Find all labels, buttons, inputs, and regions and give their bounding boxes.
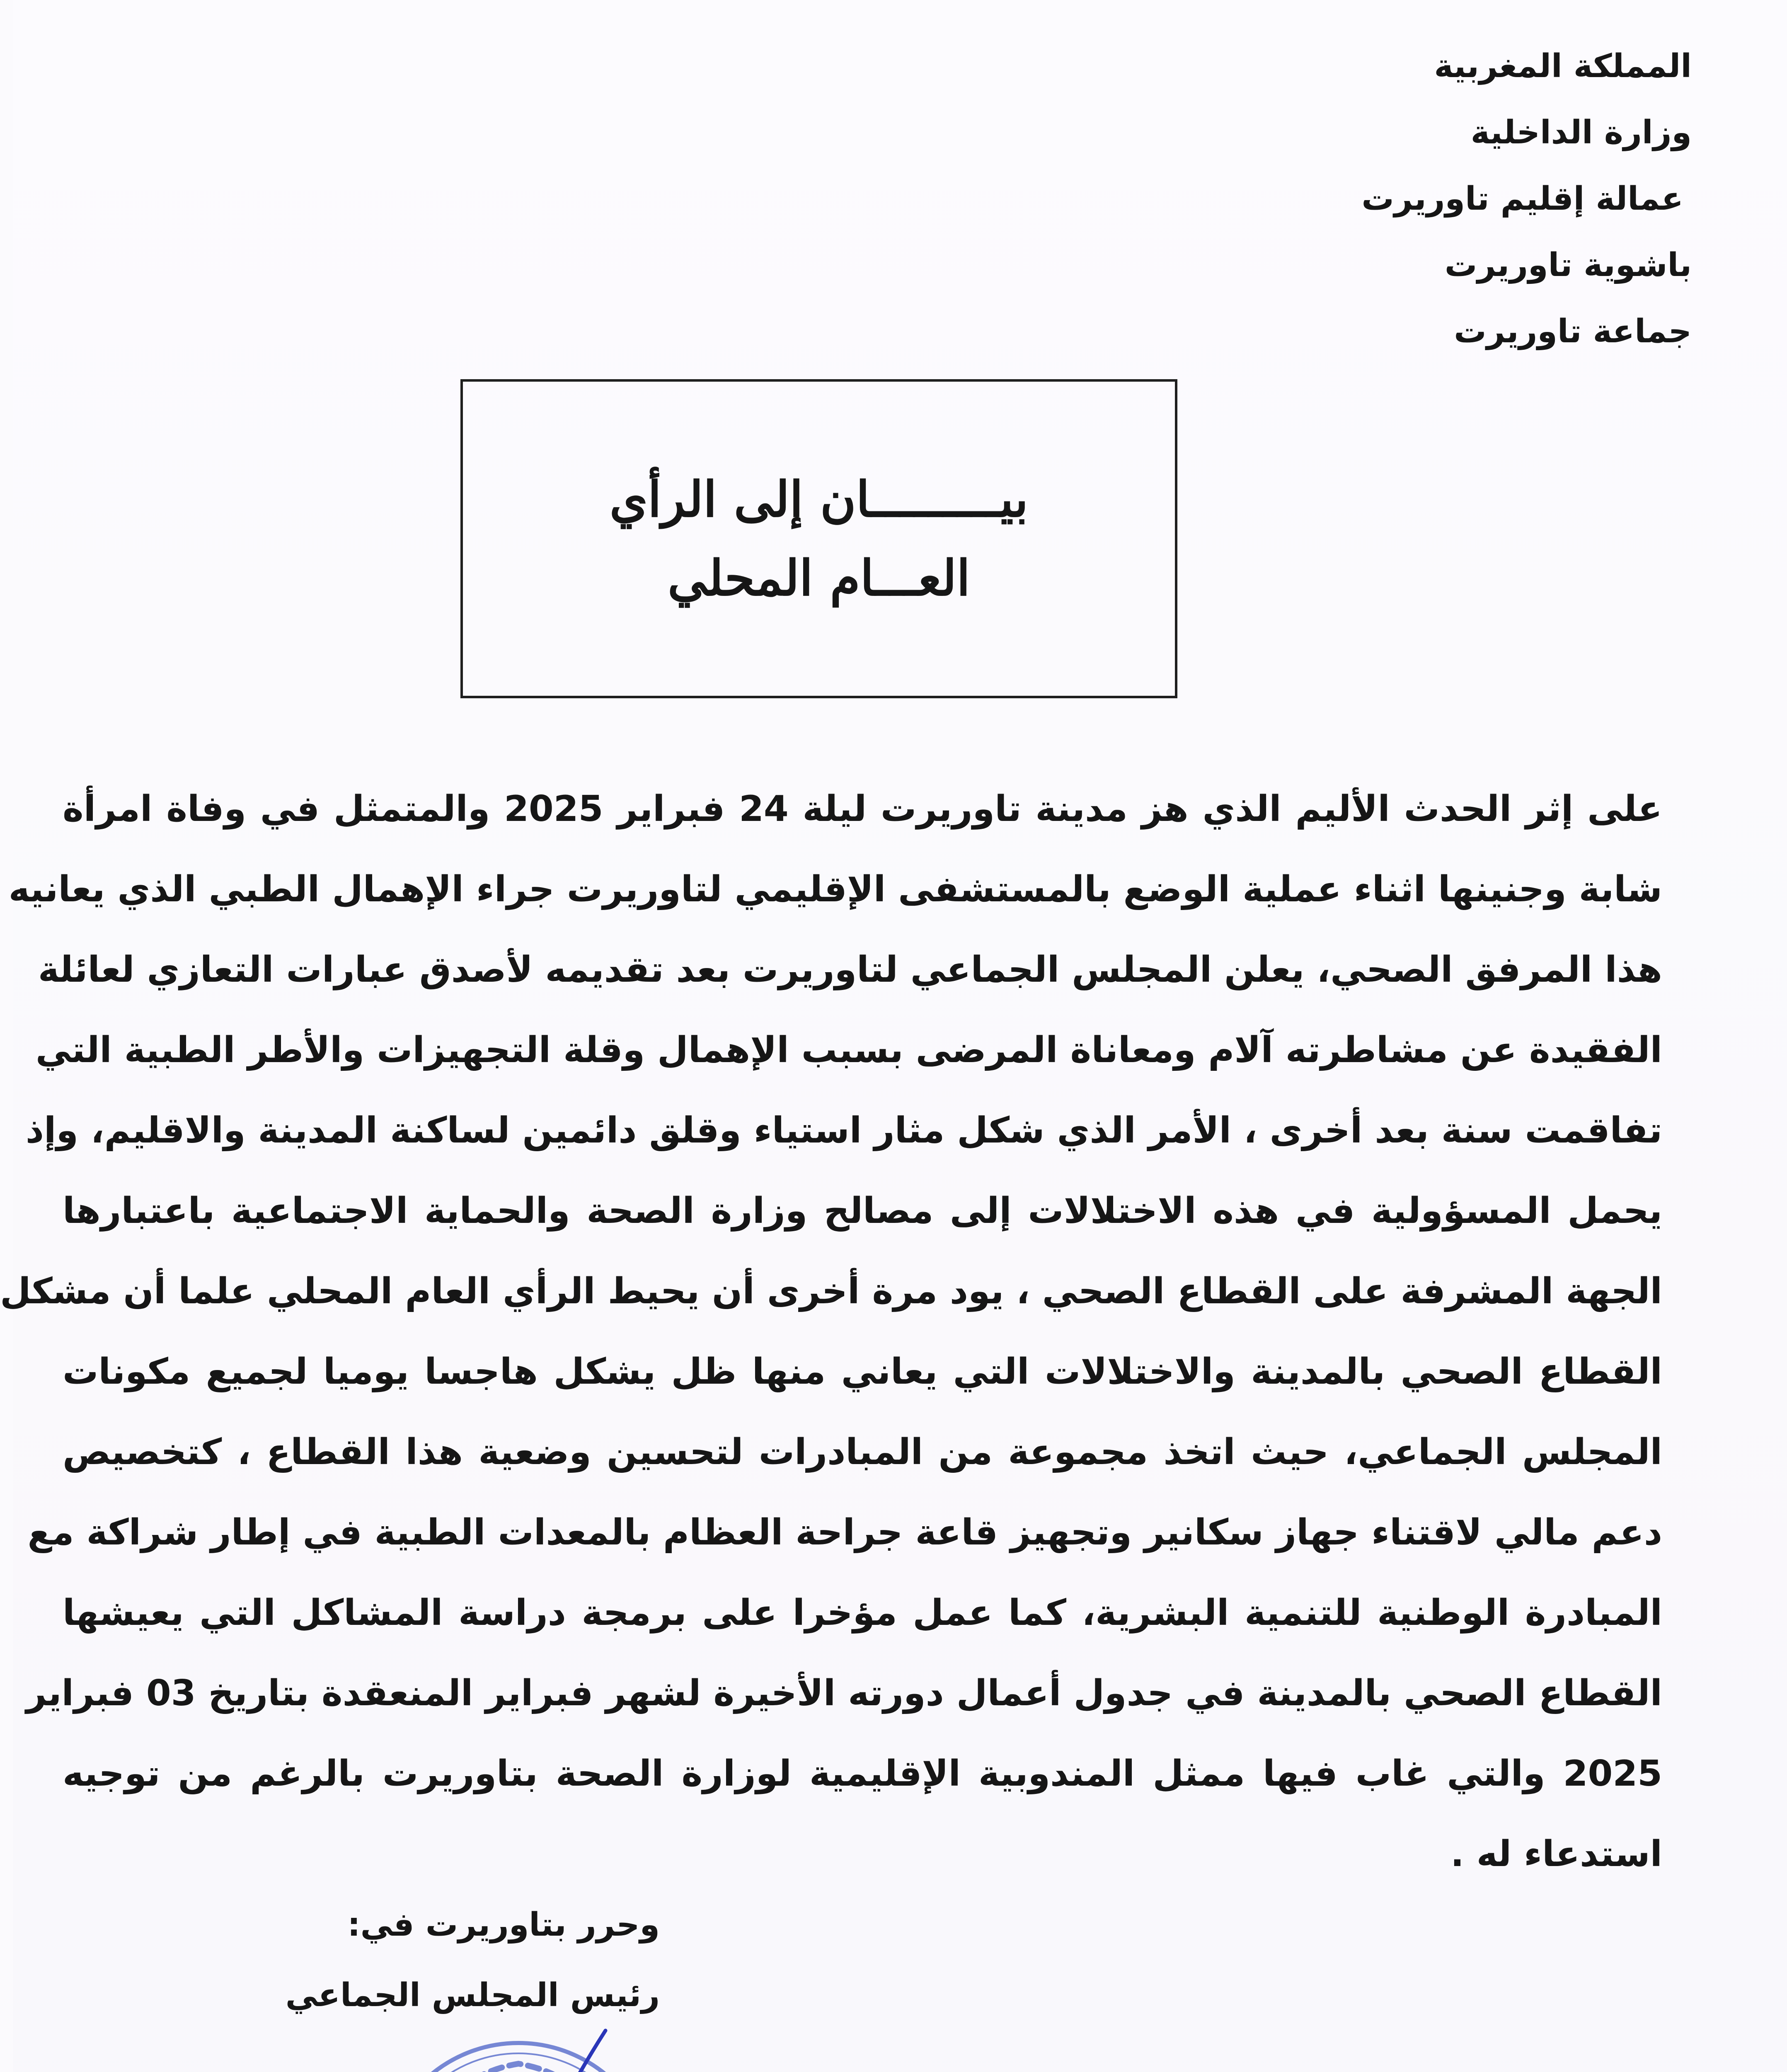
letterhead-line-commune: جماعة تاوريرت — [1454, 313, 1692, 350]
body-line: المبادرة الوطنية للتنمية البشرية، كما عمل مؤخرا على برمجة دراسة المشاكل التي يعيشها — [63, 1592, 1662, 1634]
letterhead-line-prefecture: عمالة إقليم تاوريرت — [1361, 180, 1683, 218]
body-line: القطاع الصحي بالمدينة والاختلالات التي يعاني منها ظل يشكل هاجسا يوميا لجميع مكونات — [63, 1351, 1662, 1392]
closing-block — [286, 1890, 660, 2031]
body-line: 2025 والتي غاب فيها ممثل المندوبية الإقليمية لوزارة الصحة بتاوريرت بالرغم من توجيه — [63, 1753, 1662, 1794]
closing-place: وحرر بتاوريرت في: — [347, 1906, 660, 1944]
title-line-1: بيـــــــــان إلى الرأي — [609, 470, 1029, 528]
body-line: هذا المرفق الصحي، يعلن المجلس الجماعي لتاوريرت بعد تقديمه لأصدق عبارات التعازي لعائلة — [38, 949, 1662, 990]
body-line: على إثر الحدث الأليم الذي هز مدينة تاوريرت ليلة 24 فبراير 2025 والمتمثل في وفاة امرأة — [63, 788, 1663, 830]
body-line: يحمل المسؤولية في هذه الاختلالات إلى مصالح وزارة الصحة والحماية الاجتماعية باعتبارها — [63, 1190, 1662, 1232]
body-line: استدعاء له . — [1450, 1833, 1662, 1875]
body-line: تفاقمت سنة بعد أخرى ، الأمر الذي شكل مثار استياء وقلق دائمين لساكنة المدينة والاقليم، وإذ — [25, 1110, 1662, 1151]
body-line: دعم مالي لاقتناء جهاز سكانير وتجهيز قاعة جراحة العظام بالمعدات الطبية في إطار شراكة مع — [27, 1512, 1662, 1553]
letterhead — [1194, 33, 1692, 365]
signatory-role: رئيس المجلس الجماعي — [285, 1977, 660, 2014]
letterhead-line-pashalik: باشوية تاوريرت — [1444, 247, 1692, 284]
title-box — [460, 379, 1177, 698]
title-line-2: العـــام المحلي — [668, 549, 971, 607]
body-line: المجلس الجماعي، حيث اتخذ مجموعة من المبادرات لتحسين وضعية هذا القطاع ، كتخصيص — [63, 1431, 1662, 1473]
letterhead-line-kingdom: المملكة المغربية — [1434, 48, 1692, 85]
body-line: القطاع الصحي بالمدينة في جدول أعمال دورته الأخيرة لشهر فبراير المنعقدة بتاريخ 03 فبراير — [26, 1673, 1662, 1714]
body-line: شابة وجنينها اثناء عملية الوضع بالمستشفى الإقليمي لتاوريرت جراء الإهمال الطبي الذي يعانيه — [8, 869, 1662, 910]
body-line: الجهة المشرفة على القطاع الصحي ، يود مرة أخرى أن يحيط الرأي العام المحلي علما أن مشكل — [0, 1271, 1662, 1312]
body-line: الفقيدة عن مشاطرته آلام ومعاناة المرضى بسبب الإهمال وقلة التجهيزات والأطر الطبية التي — [35, 1029, 1662, 1071]
letterhead-line-ministry: وزارة الداخلية — [1470, 114, 1692, 151]
handwritten-signature-icon — [411, 2022, 643, 2072]
statement-body — [0, 769, 1663, 1894]
